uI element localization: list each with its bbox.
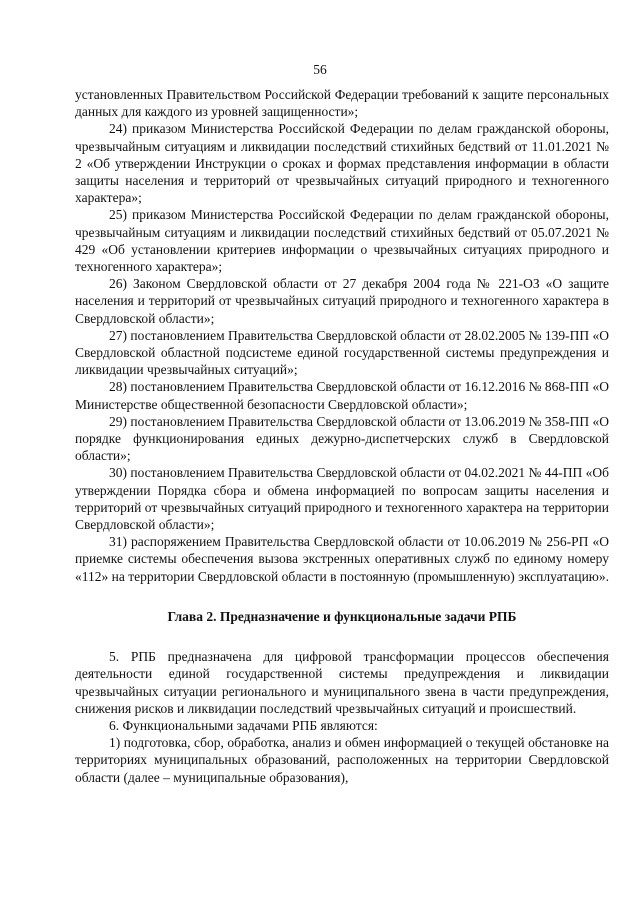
page-number: 56 <box>313 62 327 77</box>
chapter-heading: Глава 2. Предназначение и функциональные задачи РПБ <box>167 608 517 624</box>
list-item-28: 28) постановлением Правительства Свердловской области от 16.12.2016 № 868-ПП «О Министерстве общественной безопасности Свердловской области»; <box>75 379 609 412</box>
list-item-27: 27) постановлением Правительства Свердловской области от 28.02.2005 № 139-ПП «О Свердловской областной подсистеме единой государственной системы предупреждения и ликвидации чрезвычайных ситуаций»; <box>75 327 609 378</box>
paragraph-5: 5. РПБ предназначена для цифровой трансформации процессов обеспечения деятельности единой государственной системы предупреждения и ликвидации чрезвычайных ситуации регионального и муниципального звена в части предупреждения, снижения рисков и ликвидации последствий чрезвычайных ситуаций и происшествий. <box>75 649 609 716</box>
document-body <box>75 86 609 786</box>
paragraph-6: 6. Функциональными задачами РПБ являются: <box>109 717 378 733</box>
list-item-29: 29) постановлением Правительства Свердловской области от 13.06.2019 № 358-ПП «О порядке функционирования единых дежурно-диспетчерских служб в Свердловской области»; <box>75 413 609 464</box>
paragraph-continuation: установленных Правительством Российской Федерации требований к защите персональных данных для каждого из уровней защищенности»; <box>75 87 609 120</box>
list-item-24: 24) приказом Министерства Российской Федерации по делам гражданской обороны, чрезвычайным ситуациям и ликвидации последствий стихийных бедствий от 11.01.2021 № 2 «Об утверждении Инструкции о сроках и формах представления информации в области защиты населения и территорий от чрезвычайных ситуаций природного и техногенного характера»; <box>75 121 609 206</box>
list-item-25: 25) приказом Министерства Российской Федерации по делам гражданской обороны, чрезвычайным ситуациям и ликвидации последствий стихийных бедствий от 05.07.2021 № 429 «Об установлении критериев информации о чрезвычайных ситуациях природного и техногенного характера»; <box>75 207 609 275</box>
list-item-26: 26) Законом Свердловской области от 27 декабря 2004 года № 221-ОЗ «О защите населения и территорий от чрезвычайных ситуаций природного и техногенного характера в Свердловской области»; <box>75 276 609 326</box>
list-item-31: 31) распоряжением Правительства Свердловской области от 10.06.2019 № 256-РП «О приемке системы обеспечения вызова экстренных оперативных служб по единому номеру «112» на территории Свердловской области в постоянную (промышленную) эксплуатацию». <box>75 534 610 584</box>
list-item-30: 30) постановлением Правительства Свердловской области от 04.02.2021 № 44-ПП «Об утверждении Порядка сбора и обмена информацией по вопросам защиты населения и территорий от чрезвычайных ситуаций природного и техногенного характера на территории Свердловской области»; <box>75 465 610 533</box>
list-item-1: 1) подготовка, сбор, обработка, анализ и обмен информацией о текущей обстановке на территориях муниципальных образований, расположенных на территории Свердловской области (далее – муниципальные образования), <box>75 735 609 785</box>
